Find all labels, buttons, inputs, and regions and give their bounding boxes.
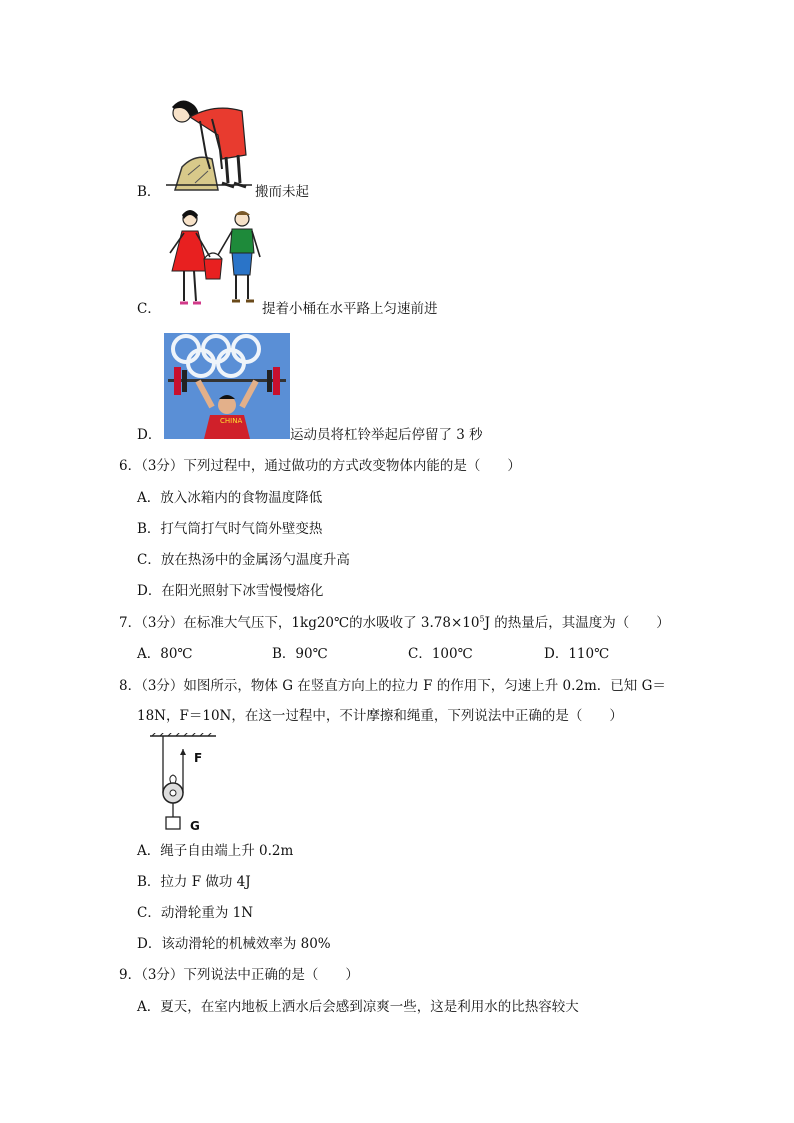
option-c-label: C． [137,301,161,317]
q6-option-a: A．放入冰箱内的食物温度降低 [137,490,323,506]
q9-stem: 9．（3分）下列说法中正确的是（ ） [119,967,359,983]
girl-lifting-rock-figure [160,95,255,195]
two-children-carrying-bucket-figure [160,205,265,315]
option-c-text: 提着小桶在水平路上匀速前进 [262,301,438,317]
q7-stem-a: 7．（3分）在标准大气压下，1kg20℃的水吸收了 3.78×10 [119,615,480,631]
option-b-text: 搬而未起 [255,184,309,200]
option-b-label: B． [137,184,161,200]
q6-option-c: C．放在热汤中的金属汤勺温度升高 [137,552,350,568]
movable-pulley-diagram [150,733,220,833]
option-d-text: 运动员将杠铃举起后停留了 3 秒 [290,427,483,443]
q7-option-a: A．80℃ [137,646,193,662]
q8-stem-line2: 18N，F＝10N，在这一过程中，不计摩擦和绳重，下列说法中正确的是（ ） [137,708,623,724]
q6-option-b: B．打气筒打气时气筒外壁变热 [137,521,323,537]
q7-option-b: B．90℃ [272,646,328,662]
q8-option-a: A．绳子自由端上升 0.2m [137,843,294,859]
q7-option-d: D．110℃ [544,646,610,662]
q7-stem-exponent: 5 [479,614,485,624]
option-d-label: D． [137,427,162,443]
force-label: F [194,751,203,765]
q6-option-d: D．在阳光照射下冰雪慢慢熔化 [137,583,324,599]
q7-stem [119,614,670,632]
q6-stem: 6．（3分）下列过程中，通过做功的方式改变物体内能的是（ ） [119,458,521,474]
q8-option-c: C．动滑轮重为 1N [137,905,254,921]
q9-option-a: A．夏天，在室内地板上洒水后会感到凉爽一些，这是利用水的比热容较大 [137,999,579,1015]
shirt-text: CHINA [220,417,243,425]
q8-stem-line1: 8．（3分）如图所示，物体 G 在竖直方向上的拉力 F 的作用下，匀速上升 0.2m．已知 G＝ [119,678,666,694]
q8-option-d: D．该动滑轮的机械效率为 80% [137,936,331,952]
q7-option-c: C．100℃ [408,646,473,662]
q8-option-b: B．拉力 F 做功 4J [137,874,251,890]
weightlifter-photo [164,333,290,439]
q7-stem-b: J 的热量后，其温度为（ ） [484,615,670,631]
weight-label: G [190,819,200,833]
